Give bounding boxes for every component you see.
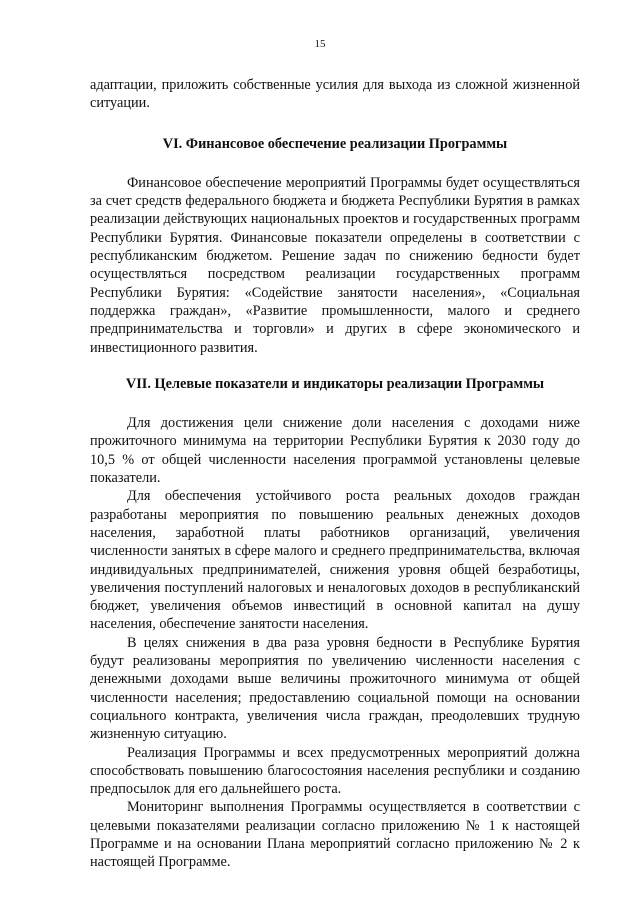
paragraph-indicators-income: Для обеспечения устойчивого роста реальных доходов граждан разработаны мероприятия по повышению реальных денежных доходов населения, заработной платы работников организаций, увеличения численности занятых в сфере малого и среднего предпринимательства, включая индивидуальных предпринимателей, снижения уровня общей безработицы, увеличения поступлений налоговых и неналоговых доходов в республиканский бюджет, увеличения объемов инвестиций в основной капитал на душу населения, обеспечение занятости населения.	[90, 488, 580, 633]
section-heading-indicators: VII. Целевые показатели и индикаторы реализации Программы	[125, 375, 545, 392]
paragraph-indicators-poverty: В целях снижения в два раза уровня бедности в Республике Бурятия будут реализованы мероприятия по увеличению численности населения с денежными доходами выше величины прожиточного минимума от общей численности населения; предоставлению социальной помощи на основании социального контракта, увеличения числа граждан, преодолевших трудную жизненную ситуацию.	[90, 634, 580, 743]
section-heading-financing: VI. Финансовое обеспечение реализации Программы	[162, 135, 508, 152]
paragraph-indicators-monitoring: Мониторинг выполнения Программы осуществляется в соответствии с целевыми показателями реализации согласно приложению № 1 к настоящей Программе и на основании Плана мероприятий согласно приложению № 2 к настоящей Программе.	[90, 799, 580, 871]
paragraph-continuation: адаптации, приложить собственные усилия для выхода из сложной жизненной ситуации.	[90, 77, 580, 112]
paragraph-indicators-goal: Для достижения цели снижение доли населения с доходами ниже прожиточного минимума на территории Республики Бурятия к 2030 году до 10,5 % от общей численности населения программой установлены целевые показатели.	[90, 415, 580, 487]
paragraph-indicators-wellbeing: Реализация Программы и всех предусмотренных мероприятий должна способствовать повышению благосостояния населения республики и созданию предпосылок для его дальнейшего роста.	[90, 744, 580, 798]
page-number: 15	[314, 38, 326, 50]
paragraph-financing: Финансовое обеспечение мероприятий Программы будет осуществляться за счет средств федерального бюджета и бюджета Республики Бурятия в рамках реализации действующих национальных проектов и государственных программ Республики Бурятия. Финансовые показатели определены в соответствии с республиканским бюджетом. Решение задач по снижению бедности будет осуществляться посредством реализации государственных программ Республики Бурятия: «Содействие занятости населения», «Социальная поддержка граждан», «Развитие промышленности, малого и среднего предпринимательства и торговли» и других в сфере экономического и инвестиционного развития.	[90, 174, 580, 356]
document-body	[90, 76, 580, 872]
